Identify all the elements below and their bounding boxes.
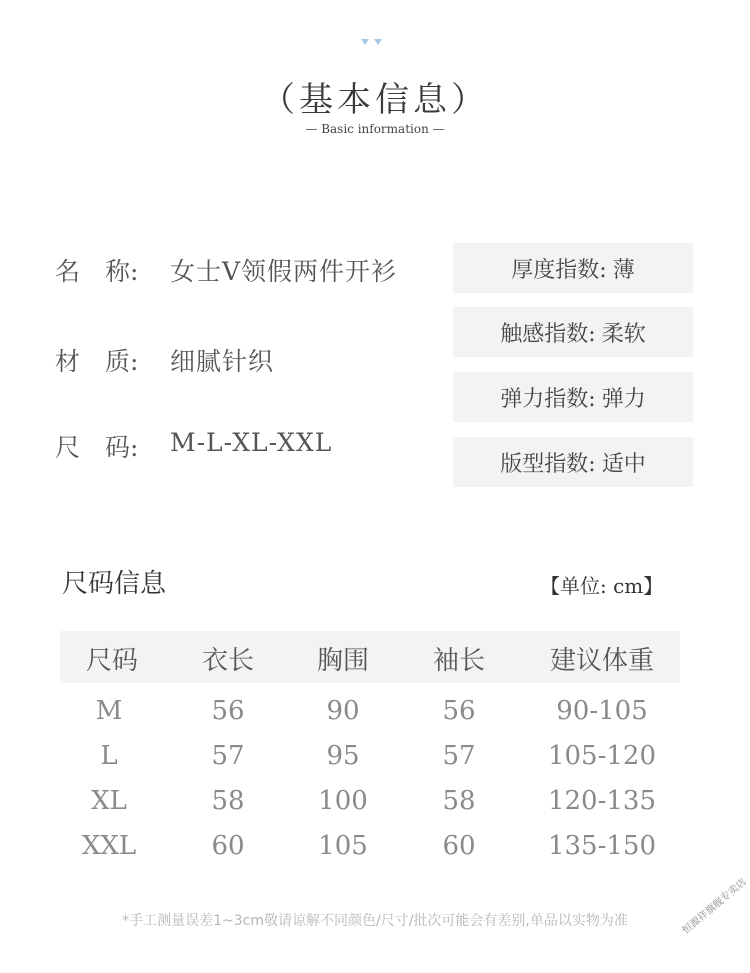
index-value: 弹力 — [601, 386, 646, 412]
index-value: 适中 — [601, 451, 646, 477]
column-header: 胸围 — [316, 646, 370, 676]
table-cell: 57 — [211, 741, 245, 771]
table-cell: 60 — [442, 831, 476, 861]
table-cell: 57 — [442, 741, 476, 771]
column-header: 建议体重 — [549, 646, 655, 676]
table-cell: L — [100, 741, 118, 771]
info-value: M-L-XL-XXL — [170, 428, 333, 457]
index-label: 触感指数: — [500, 321, 596, 347]
table-cell: 100 — [318, 786, 368, 816]
table-cell: 135-150 — [547, 831, 657, 861]
index-thickness — [453, 243, 693, 293]
index-elasticity — [453, 372, 693, 422]
shop-watermark: 恒源祥旗舰专卖店 — [680, 876, 749, 937]
table-cell: 60 — [211, 831, 245, 861]
info-row-name — [55, 252, 397, 288]
info-label: 尺 码: — [55, 433, 139, 462]
down-arrows-icon — [355, 30, 395, 54]
index-label: 版型指数: — [500, 451, 596, 477]
table-cell: 58 — [442, 786, 476, 816]
table-cell: 56 — [442, 696, 476, 726]
table-cell: 58 — [211, 786, 245, 816]
column-header: 袖长 — [432, 646, 486, 676]
size-section-title: 尺码信息 — [62, 569, 167, 599]
table-cell: 95 — [326, 741, 360, 771]
info-value: 女士V领假两件开衫 — [170, 257, 398, 286]
unit-label: 【单位: cm】 — [540, 574, 664, 598]
index-touch — [453, 307, 693, 357]
index-fit — [453, 437, 693, 487]
page-subtitle: — Basic information — — [305, 122, 445, 136]
column-header: 衣长 — [201, 646, 255, 676]
table-cell: 105-120 — [547, 741, 657, 771]
index-value: 柔软 — [601, 321, 646, 347]
table-cell: 90-105 — [556, 696, 648, 726]
table-cell: 120-135 — [547, 786, 657, 816]
index-label: 弹力指数: — [500, 386, 596, 412]
info-label: 材 质: — [55, 347, 139, 376]
info-value: 细腻针织 — [170, 347, 275, 376]
footnote: *手工测量误差1~3cm敬请谅解不同颜色/尺寸/批次可能会有差别,单品以实物为准 — [122, 913, 628, 929]
index-value: 薄 — [612, 257, 635, 283]
info-row-material — [55, 342, 274, 378]
table-cell: 105 — [318, 831, 368, 861]
table-cell: XL — [91, 786, 127, 816]
table-cell: M — [95, 696, 123, 726]
table-cell: 56 — [211, 696, 245, 726]
index-label: 厚度指数: — [511, 257, 607, 283]
page-title: （基本信息） — [261, 80, 489, 120]
info-label: 名 称: — [55, 257, 139, 286]
info-row-size — [55, 428, 332, 464]
table-cell: XXL — [81, 831, 137, 861]
column-header: 尺码 — [85, 646, 139, 676]
table-cell: 90 — [326, 696, 360, 726]
